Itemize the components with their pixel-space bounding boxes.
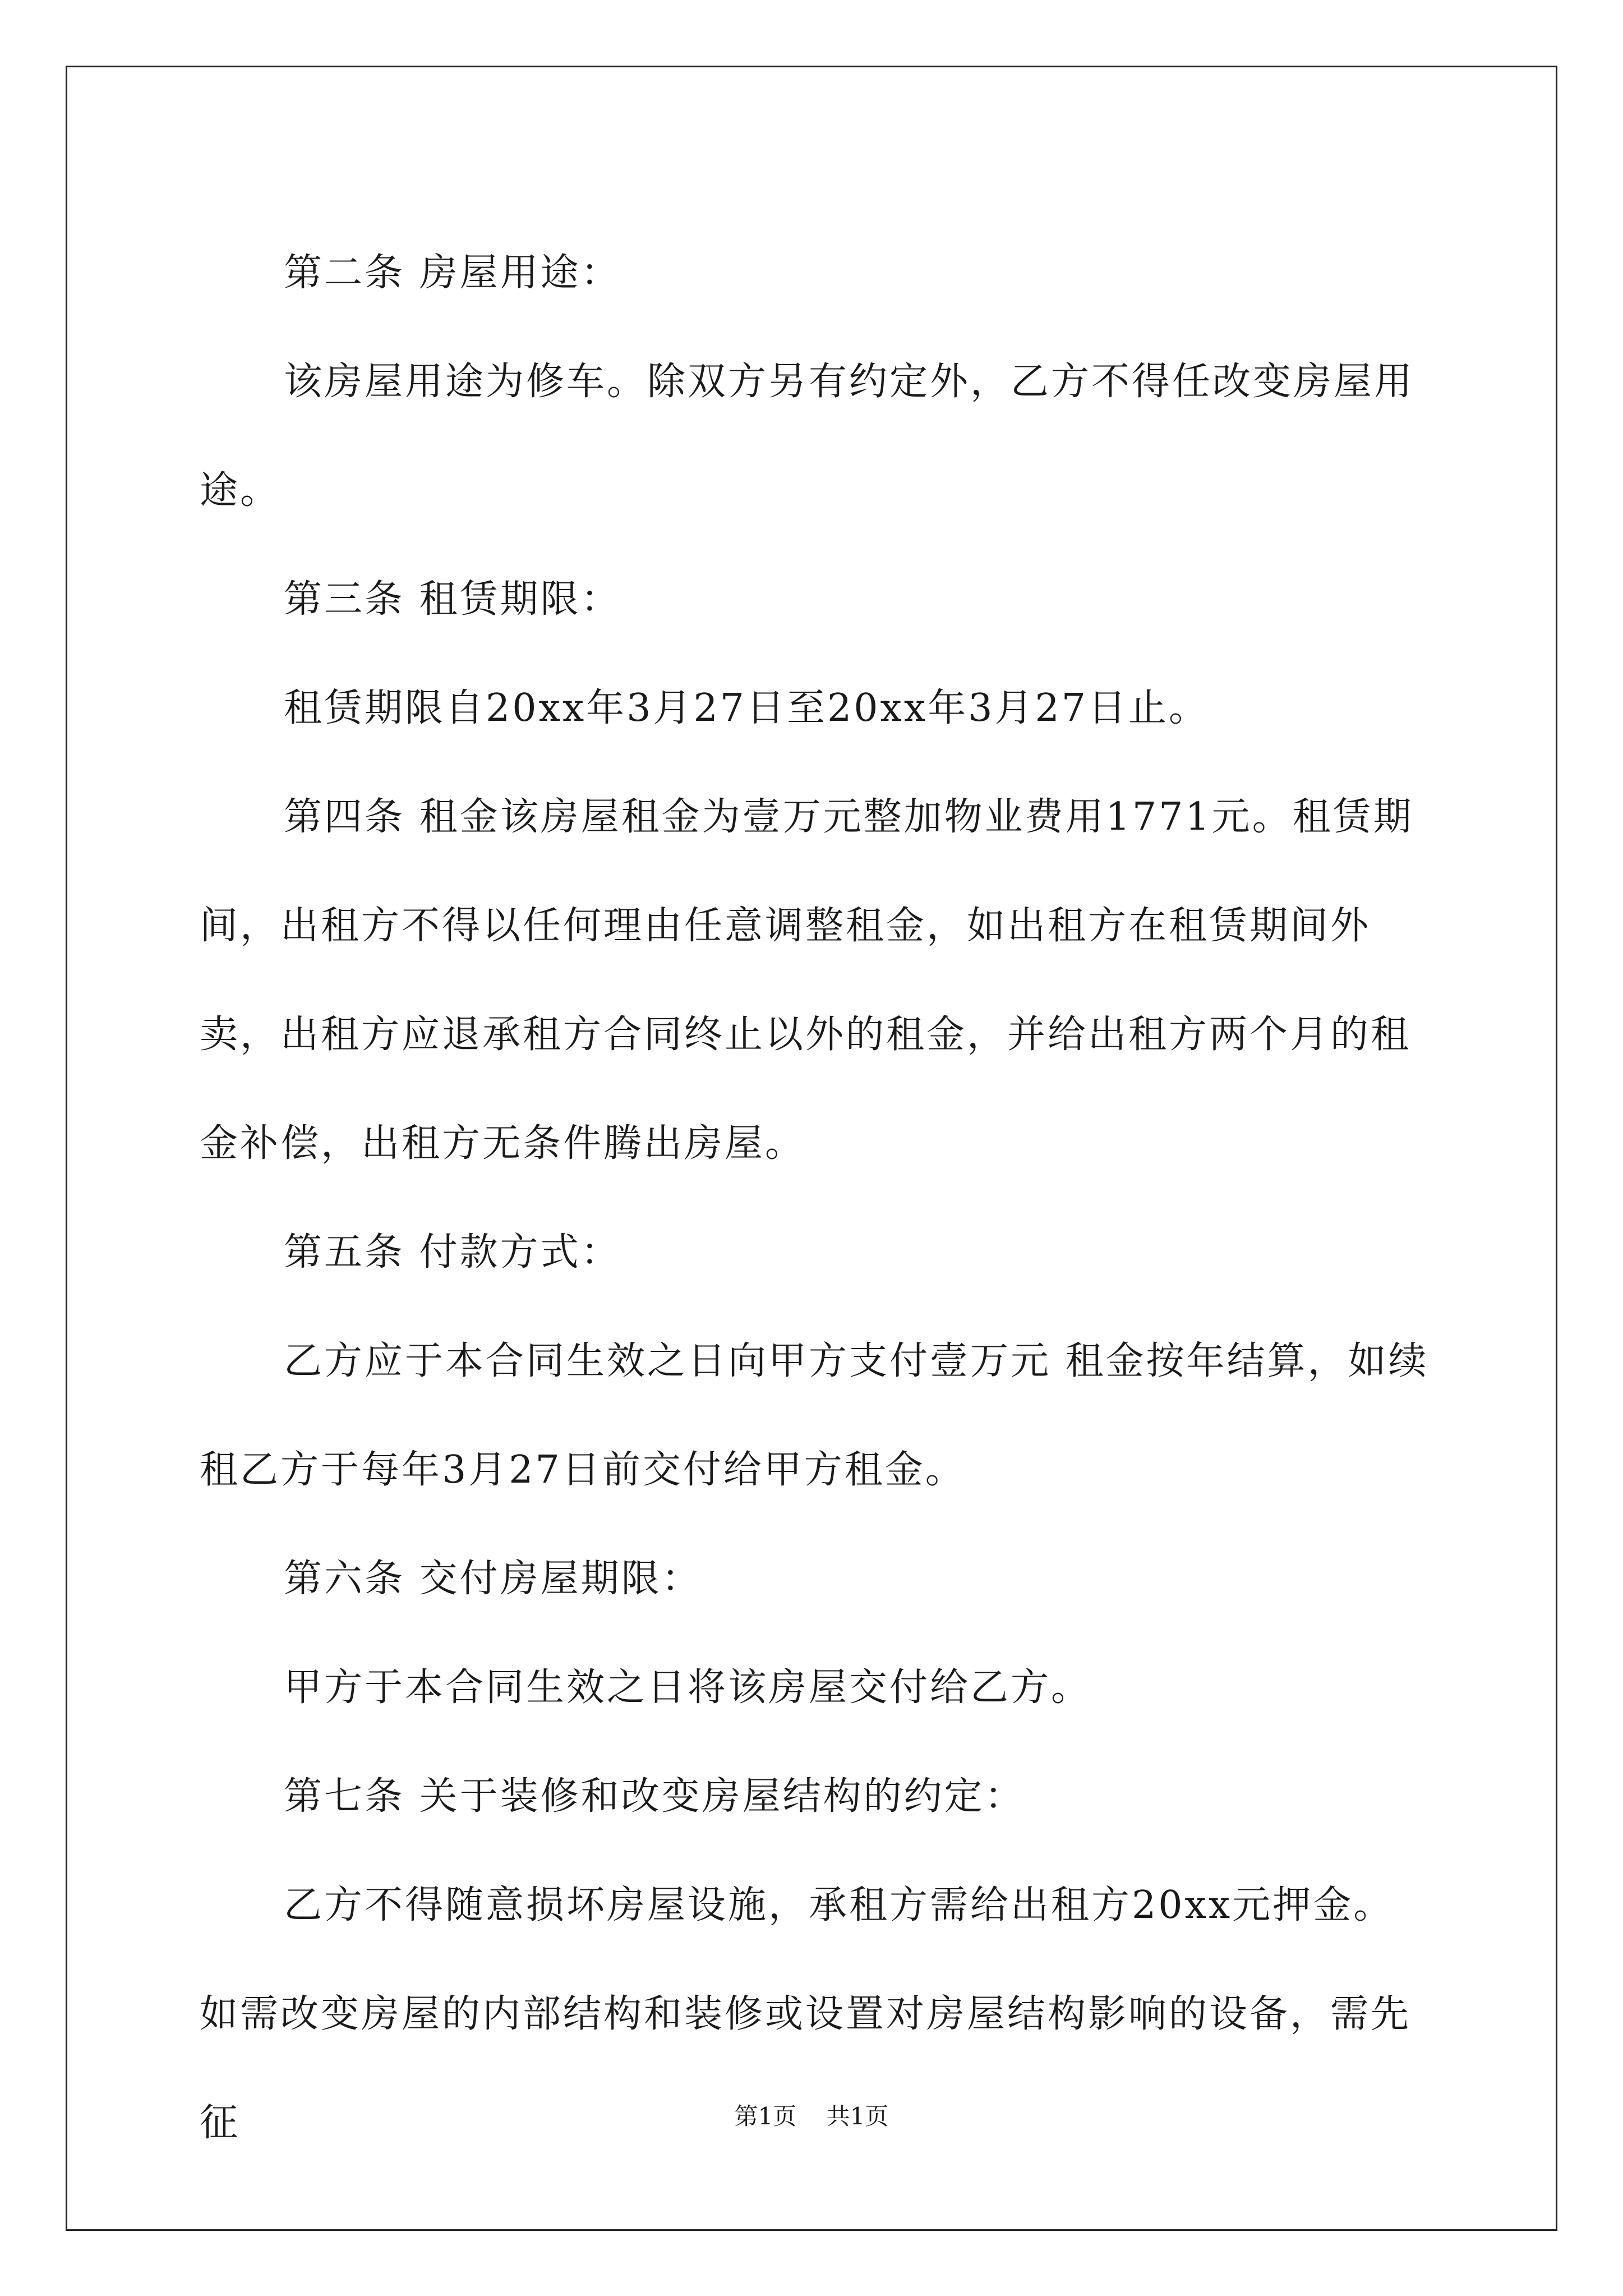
paragraph-delivery: 甲方于本合同生效之日将该房屋交付给乙方。 [284, 1665, 1092, 1710]
paragraph-lease-term: 租赁期限自20xx年3月27日至20xx年3月27日止。 [284, 686, 1210, 730]
page-footer [0, 2098, 1623, 2132]
page-total: 共1页 [826, 2102, 889, 2130]
document-body [200, 219, 1433, 2178]
paragraph-renovation: 乙方不得随意损坏房屋设施，承租方需给出租方20xx元押金。如需改变房屋的内部结构和装修或设置对房屋结构影响的设备，需先征 [200, 1883, 1412, 2145]
paragraph-article-2-title: 第二条 房屋用途： [284, 251, 621, 295]
paragraph-article-5-title: 第五条 付款方式： [284, 1230, 621, 1274]
paragraph-article-4-rent: 第四条 租金该房屋租金为壹万元整加物业费用1771元。租赁期间，出租方不得以任何理由任意调整租金，如出租方在租赁期间外卖，出租方应退承租方合同终止以外的租金，并给出租方两个月的租金补偿，出租方无条件腾出房屋。 [200, 795, 1414, 1166]
paragraph-usage: 该房屋用途为修车。除双方另有约定外，乙方不得任改变房屋用途。 [200, 360, 1415, 513]
paragraph-article-3-title: 第三条 租赁期限： [284, 577, 621, 622]
paragraph-payment: 乙方应于本合同生效之日向甲方支付壹万元 租金按年结算，如续租乙方于每年3月27日前交付给甲方租金。 [200, 1339, 1429, 1492]
paragraph-article-7-title: 第七条 关于装修和改变房屋结构的约定： [284, 1774, 1025, 1819]
paragraph-article-6-title: 第六条 交付房屋期限： [284, 1557, 702, 1601]
page-number: 第1页 [734, 2102, 797, 2130]
